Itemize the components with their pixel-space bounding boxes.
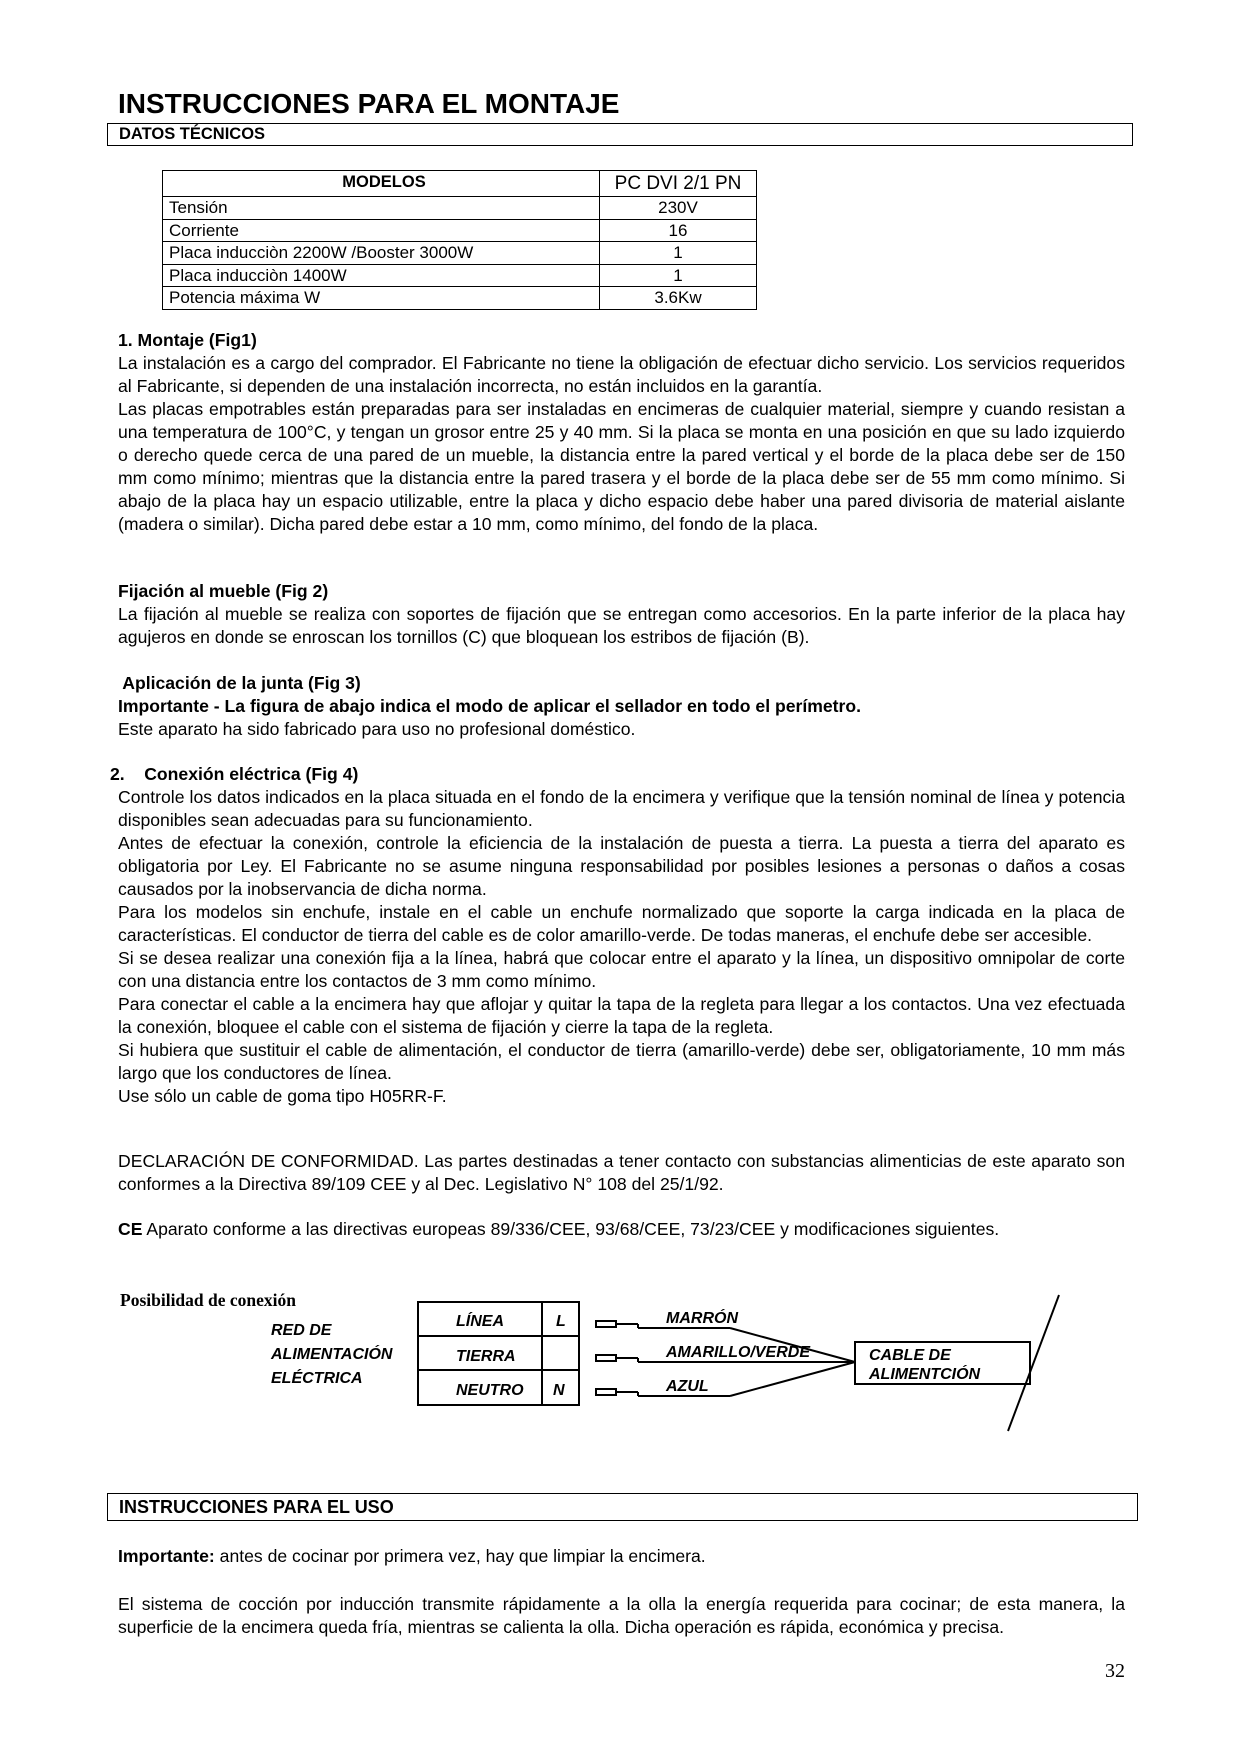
cable-line-2: ALIMENTCIÓN	[869, 1366, 981, 1383]
specs-header-model: PC DVI 2/1 PN	[600, 171, 757, 197]
spec-value: 1	[600, 242, 757, 265]
cable-line-1: CABLE DE	[869, 1347, 951, 1364]
table-row	[163, 197, 757, 220]
fijacion-heading: Fijación al mueble (Fig 2)	[118, 581, 329, 601]
spec-value: 230V	[600, 197, 757, 220]
junta-important: Importante - La figura de abajo indica el modo de aplicar el sellador en todo el perímetro.	[118, 696, 862, 716]
conexion-paragraph-1: Controle los datos indicados en la placa situada en el fondo de la encimera y verifique que la tensión nominal de línea y potencia disponibles sean adecuadas para su funcionamiento.	[118, 787, 1125, 830]
section-uso-importante	[118, 1545, 1125, 1568]
spec-label: Placa inducciòn 1400W	[163, 264, 600, 287]
specs-header-label: MODELOS	[163, 171, 600, 197]
table-row	[163, 287, 757, 310]
red-line-1: RED DE	[271, 1322, 332, 1339]
section-uso	[118, 1593, 1125, 1639]
conexion-paragraph-2: Antes de efectuar la conexión, controle la eficiencia de la instalación de puesta a tierra. La puesta a tierra del aparato es obligatoria por Ley. El Fabricante no se asume ninguna responsabilidad por posibles lesiones a personas o daños a cosas causados por la inobservancia de dicha norma.	[118, 833, 1125, 899]
section-declaracion	[118, 1150, 1125, 1196]
spec-value: 16	[600, 219, 757, 242]
declaracion-paragraph: DECLARACIÓN DE CONFORMIDAD. Las partes destinadas a tener contacto con substancias alimenticias de este aparato son conformes a la Directiva 89/109 CEE y al Dec. Legislativo N° 108 del 25/1/92.	[118, 1151, 1125, 1194]
specs-header-row	[163, 171, 757, 197]
ce-mark: CE	[118, 1219, 143, 1239]
spec-label: Tensión	[163, 197, 600, 220]
conexion-heading: 2. Conexión eléctrica (Fig 4)	[110, 764, 359, 784]
montaje-paragraph-2: Las placas empotrables están preparadas para ser instaladas en encimeras de cualquier material, siempre y cuando resistan a una temperatura de 100°C, y tengan un grosor entre 25 y 40 mm. Si la placa se monta en una posición en que su lado izquierdo o derecho quede cerca de una pared de un mueble, la distancia entre la pared vertical y el borde de la placa debe ser de 150 mm como mínimo; mientras que la distancia entre la pared trasera y el borde de la placa debe ser de 55 mm como mínimo. Si abajo de la placa hay un espacio utilizable, entre la placa y dicho espacio debe haber una pared divisoria de material aislante (madera o similar). Dicha pared debe estar a 10 mm, como mínimo, del fondo de la placa.	[118, 399, 1125, 534]
spec-value: 1	[600, 264, 757, 287]
junta-heading: Aplicación de la junta (Fig 3)	[118, 673, 361, 693]
page-number: 32	[1105, 1660, 1125, 1682]
uso-paragraph: El sistema de cocción por inducción transmite rápidamente a la olla la energía requerida para cocinar; de esta manera, la superficie de la encimera queda fría, mientras se calienta la olla. Dicha operación es rápida, económica y precisa.	[118, 1594, 1125, 1637]
conexion-paragraph-5: Para conectar el cable a la encimera hay que aflojar y quitar la tapa de la regleta para llegar a los contactos. Una vez efectuada la conexión, bloquee el cable con el sistema de fijación y cierre la tapa de la regleta.	[118, 994, 1125, 1037]
uso-important-label: Importante:	[118, 1546, 215, 1566]
junta-paragraph: Este aparato ha sido fabricado para uso no profesional doméstico.	[118, 719, 636, 739]
montaje-heading: 1. Montaje (Fig1)	[118, 330, 257, 350]
terminal-name-neutro: NEUTRO	[456, 1382, 524, 1399]
spec-value: 3.6Kw	[600, 287, 757, 310]
spec-label: Corriente	[163, 219, 600, 242]
terminal-name-linea: LÍNEA	[456, 1313, 504, 1330]
conexion-paragraph-6: Si hubiera que sustituir el cable de alimentación, el conductor de tierra (amarillo-verde) debe ser, obligatoriamente, 10 mm más largo que los conductores de línea.	[118, 1040, 1125, 1083]
terminal-code-l: L	[556, 1313, 566, 1330]
specs-table	[162, 170, 757, 310]
uso-heading: INSTRUCCIONES PARA EL USO	[107, 1493, 1138, 1521]
connection-diagram	[110, 1283, 1070, 1443]
section-junta	[118, 672, 1125, 741]
section-ce	[118, 1218, 1125, 1241]
table-row	[163, 242, 757, 265]
section-fijacion	[118, 580, 1125, 649]
table-row	[163, 264, 757, 287]
ce-text: Aparato conforme a las directivas europeas 89/336/CEE, 93/68/CEE, 73/23/CEE y modificaciones siguientes.	[142, 1219, 1000, 1239]
red-line-2: ALIMENTACIÓN	[271, 1346, 393, 1363]
table-row	[163, 219, 757, 242]
montaje-paragraph-1: La instalación es a cargo del comprador. El Fabricante no tiene la obligación de efectuar dicho servicio. Los servicios requeridos al Fabricante, si dependen de una instalación incorrecta, no están incluidos en la garantía.	[118, 353, 1125, 396]
section-montaje	[118, 329, 1125, 536]
datos-tecnicos-heading: DATOS TÉCNICOS	[107, 123, 1133, 146]
page-title: INSTRUCCIONES PARA EL MONTAJE	[118, 88, 620, 119]
uso-important-text: antes de cocinar por primera vez, hay que limpiar la encimera.	[214, 1546, 706, 1566]
conexion-paragraph-7: Use sólo un cable de goma tipo H05RR-F.	[118, 1086, 447, 1106]
spec-label: Potencia máxima W	[163, 287, 600, 310]
conexion-paragraph-3: Para los modelos sin enchufe, instale en el cable un enchufe normalizado que soporte la carga indicada en la placa de características. El conductor de tierra del cable es de color amarillo-verde. De todas maneras, el enchufe debe ser accesible.	[118, 902, 1125, 945]
wire-label-amarillo-verde: AMARILLO/VERDE	[666, 1344, 810, 1361]
terminal-name-tierra: TIERRA	[456, 1348, 516, 1365]
wire-label-azul: AZUL	[666, 1378, 709, 1395]
diagram-caption: Posibilidad de conexión	[120, 1290, 297, 1310]
wire-label-marron: MARRÓN	[666, 1310, 738, 1327]
conexion-paragraph-4: Si se desea realizar una conexión fija a la línea, habrá que colocar entre el aparato y la línea, un dispositivo omnipolar de corte con una distancia entre los contactos de 3 mm como mínimo.	[118, 948, 1125, 991]
terminal-code-n: N	[553, 1382, 565, 1399]
red-line-3: ELÉCTRICA	[271, 1370, 363, 1387]
fijacion-paragraph: La fijación al mueble se realiza con soportes de fijación que se entregan como accesorios. En la parte inferior de la placa hay agujeros en donde se enroscan los tornillos (C) que bloquean los estribos de fijación (B).	[118, 604, 1125, 647]
spec-label: Placa inducciòn 2200W /Booster 3000W	[163, 242, 600, 265]
section-conexion	[110, 763, 1125, 1108]
